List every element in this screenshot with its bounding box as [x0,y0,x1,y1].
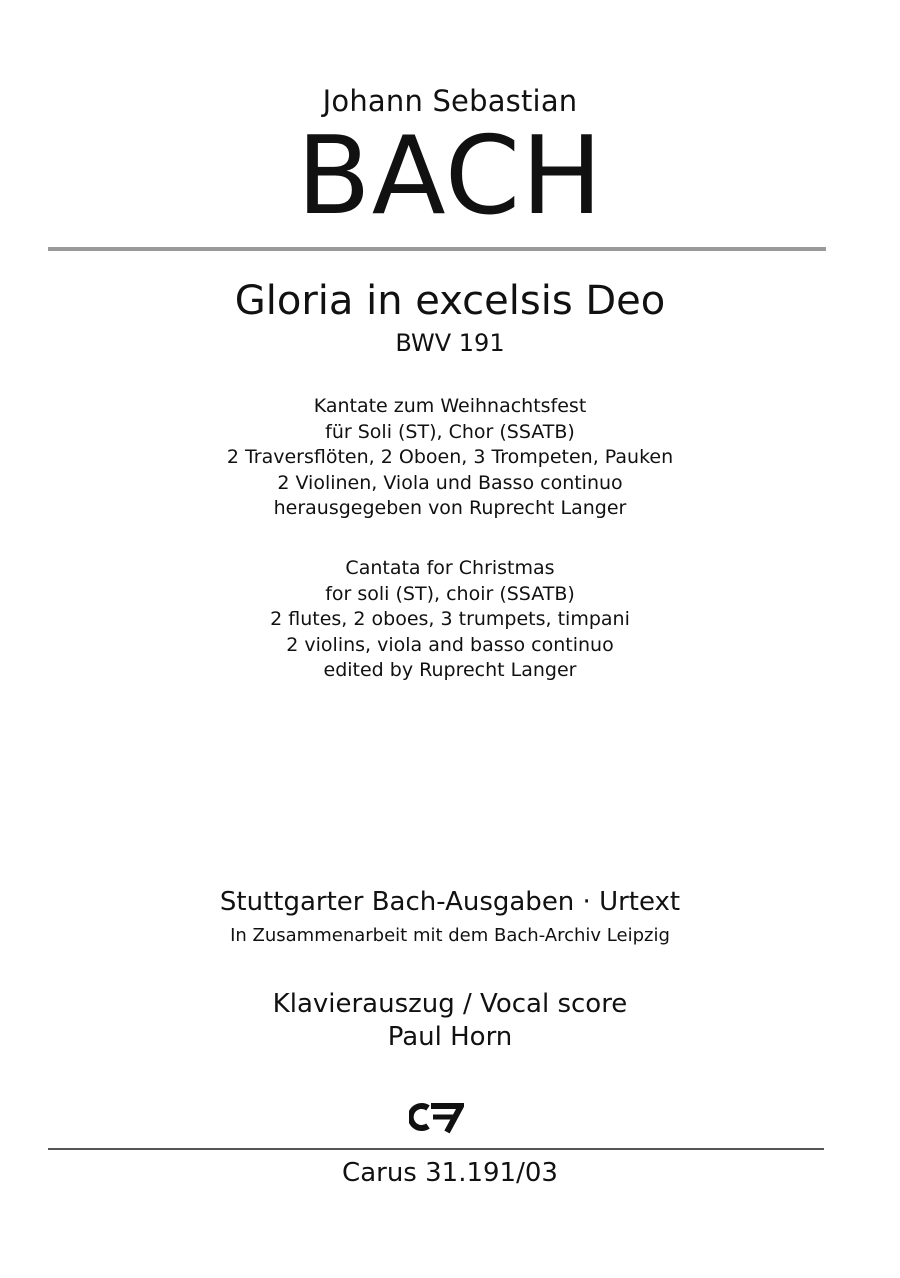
work-catalog-number: BWV 191 [395,329,505,357]
publisher-catalog-number: Carus 31.191/03 [342,1158,558,1188]
description-en-line: 2 flutes, 2 oboes, 3 trumpets, timpani [270,608,630,630]
description-german [0,394,900,522]
carus-logo-icon [409,1100,464,1134]
description-de-line: Kantate zum Weihnachtsfest [313,395,587,417]
series-name: Stuttgarter Bach-Ausgaben · Urtext [219,887,681,917]
edition-type: Klavierauszug / Vocal score [272,989,628,1019]
description-english [0,556,900,684]
work-title: Gloria in excelsis Deo [234,278,666,324]
description-en-line: 2 violins, viola and basso continuo [286,633,614,656]
description-de-line: für Soli (ST), Chor (SSATB) [325,420,575,443]
description-en-line: edited by Ruprecht Langer [323,659,577,681]
bottom-divider [48,1148,824,1150]
description-de-line: 2 Violinen, Viola und Basso continuo [277,471,623,494]
edition-arranger: Paul Horn [387,1022,513,1052]
series-collaboration: In Zusammenarbeit mit dem Bach-Archiv Leipzig [230,925,670,946]
composer-first-names: Johann Sebastian [322,84,578,118]
description-de-line: 2 Traversflöten, 2 Oboen, 3 Trompeten, Pauken [226,446,674,468]
description-de-line: herausgegeben von Ruprecht Langer [273,497,627,519]
composer-last-name: BACH [296,114,604,239]
top-divider [48,247,826,251]
description-en-line: for soli (ST), choir (SSATB) [325,582,575,605]
description-en-line: Cantata for Christmas [345,557,555,579]
